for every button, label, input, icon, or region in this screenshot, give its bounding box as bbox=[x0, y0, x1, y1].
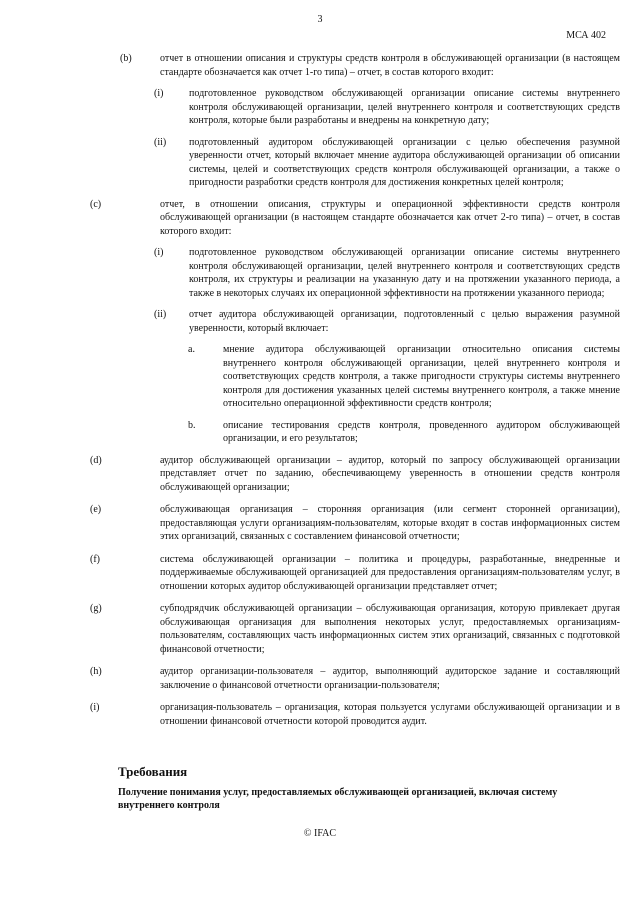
item-text-h: аудитор организации-пользователя – аудитор, выполняющий аудиторское задание и составляющий заключение о финансовой отчетности организации-пользователя; bbox=[160, 666, 620, 691]
definition-e bbox=[90, 503, 620, 544]
section-subheading: Получение понимания услуг, предоставляемых обслуживающей организацией, включая систему внутреннего контроля bbox=[118, 787, 558, 811]
item-label-e: (e) bbox=[90, 504, 102, 515]
page-number: 3 bbox=[317, 14, 323, 25]
item-label-i: (i) bbox=[90, 702, 100, 713]
document-code: МСА 402 bbox=[566, 30, 606, 41]
item-label-b-i: (i) bbox=[154, 88, 164, 99]
item-text-g: субподрядчик обслуживающей организации – обслуживающая организация, которую привлекает другая обслуживающая организация для выполнения некоторых услуг, предоставляемых организациям-пользователям, составляющих часть информационных систем этих организаций, связанных с подготовкой финансовой отчетности; bbox=[160, 603, 620, 655]
item-text-c: отчет, в отношении описания, структуры и операционной эффективности средств контроля обслуживающей организации (в настоящем стандарте обозначается как отчет 2-го типа) – отчет, в состав которого входит: bbox=[160, 198, 620, 237]
definition-d bbox=[90, 454, 620, 495]
item-label-c-ii-b: b. bbox=[188, 419, 196, 431]
item-label-c-ii-a: a. bbox=[188, 344, 195, 355]
item-label-c: (c) bbox=[90, 198, 102, 210]
item-text-c-ii: отчет аудитора обслуживающей организации, подготовленный с целью выражения разумной уверенности, который включает: bbox=[189, 309, 620, 334]
definition-c-i bbox=[154, 246, 620, 300]
definition-h bbox=[90, 665, 620, 692]
definition-b-ii bbox=[154, 136, 620, 190]
definition-i bbox=[90, 701, 620, 728]
section-heading: Требования bbox=[118, 764, 188, 779]
item-text-c-ii-a: мнение аудитора обслуживающей организации относительно описания системы внутреннего контроля обслуживающей организации, целей внутреннего контроля и соответствующих средств контроля, а также пригодности структуры системы внутреннего контроля для достижения указанных целей системы внутреннего контроля, а также мнение относительно операционной эффективности средств контроля; bbox=[223, 344, 620, 409]
definitions-list bbox=[90, 52, 620, 737]
item-text-f: система обслуживающей организации – политика и процедуры, разработанные, внедренные и поддерживаемые обслуживающей организацией для предоставления организациям-пользователям услуг, в отношении которых аудитор обслуживающей организации представляет отчет; bbox=[160, 553, 620, 592]
definition-c-ii bbox=[154, 308, 620, 335]
item-label-f: (f) bbox=[90, 553, 100, 565]
item-label-c-ii: (ii) bbox=[154, 309, 167, 320]
item-label-h: (h) bbox=[90, 666, 102, 677]
footer-copyright: © IFAC bbox=[303, 828, 337, 839]
item-text-b: отчет в отношении описания и структуры средств контроля в обслуживающей организации (в настоящем стандарте обозначается как отчет 1-го типа) – отчет, в состав которого входит: bbox=[160, 53, 620, 78]
definition-c-ii-a bbox=[188, 343, 620, 411]
item-label-g: (g) bbox=[90, 603, 102, 614]
item-text-c-i: подготовленное руководством обслуживающей организации описание системы внутреннего контроля обслуживающей организации, целей внутреннего контроля и соответствующих средств контроля, их структуры и реализации на указанную дату и на протяжении указанного периода, а также в некоторых случаях их операционной эффективности на протяжении указанного периода; bbox=[189, 247, 620, 299]
item-text-b-i: подготовленное руководством обслуживающей организации описание системы внутреннего контроля обслуживающей организации, целей внутреннего контроля и соответствующих средств контроля, которые были разработаны и внедрены на конкретную дату; bbox=[189, 88, 620, 126]
item-label-d: (d) bbox=[90, 454, 102, 466]
item-text-e: обслуживающая организация – сторонняя организация (или сегмент сторонней организации), предоставляющая услуги организациям-пользователям, которые входят в состав информационных систем этих организаций, связанных с составлением финансовой отчетности; bbox=[160, 504, 620, 542]
definition-c bbox=[90, 198, 620, 239]
item-text-i: организация-пользователь – организация, которая пользуется услугами обслуживающей организации и в отношении финансовой отчетности которой проводится аудит. bbox=[160, 702, 620, 727]
definition-b bbox=[120, 52, 620, 79]
item-label-c-i: (i) bbox=[154, 247, 164, 258]
item-label-b-ii: (ii) bbox=[154, 136, 167, 148]
item-label-b: (b) bbox=[120, 53, 132, 64]
item-text-b-ii: подготовленный аудитором обслуживающей организации с целью обеспечения разумной уверенности отчет, который включает мнение аудитора обслуживающей организации об описании системы, целей и соответствующих средств контроля обслуживающей организации, а также о пригодности разработки средств контроля для достижения конкретных целей контроля; bbox=[189, 136, 620, 188]
definition-g bbox=[90, 602, 620, 656]
definition-b-i bbox=[154, 87, 620, 128]
item-text-c-ii-b: описание тестирования средств контроля, проведенного аудитором обслуживающей организации, и его результатов; bbox=[223, 419, 620, 444]
definition-c-ii-b bbox=[188, 419, 620, 446]
definition-f bbox=[90, 553, 620, 594]
item-text-d: аудитор обслуживающей организации – аудитор, который по запросу обслуживающей организации представляет отчет по заданию, обеспечивающему уверенность в отношении средств контроля обслуживающей организации; bbox=[160, 454, 620, 493]
